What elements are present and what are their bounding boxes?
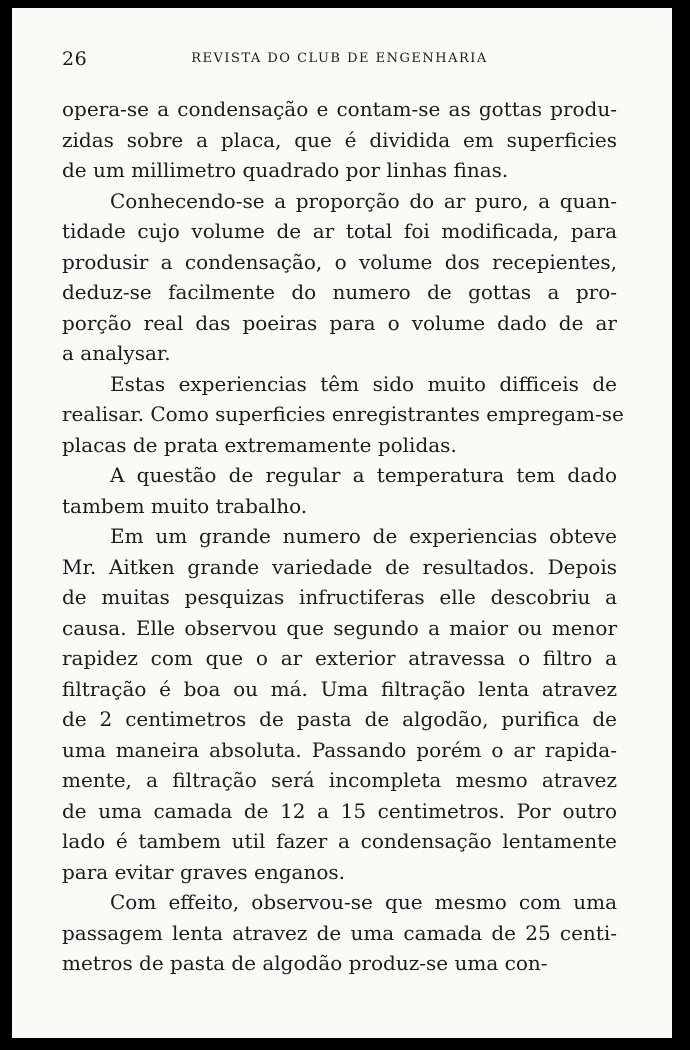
paragraph	[62, 887, 617, 979]
text-line: de muitas pesquizas infructiferas elle descobriu a	[62, 585, 617, 609]
text-line: rapidez com que o ar exterior atravessa o filtro a	[62, 646, 617, 670]
text-line: zidas sobre a placa, que é dividida em superficies	[62, 127, 617, 152]
text-line: opera-se a condensação e contam-se as gottas produ-	[62, 97, 617, 121]
text-line: tidade cujo volume de ar total foi modificada, para	[62, 219, 617, 243]
text-line: Estas experiencias têm sido muito difficeis de	[110, 371, 617, 396]
text-line: de um millimetro quadrado por linhas finas.	[62, 158, 509, 182]
text-line: produsir a condensação, o volume dos recepientes,	[62, 249, 617, 274]
text-line: realisar. Como superficies enregistrantes empregam-se	[62, 402, 624, 426]
text-line: Em um grande numero de experiencias obteve	[110, 524, 617, 548]
page-header	[62, 48, 617, 74]
book-page	[12, 8, 672, 1038]
text-line: causa. Elle observou que segundo a maior ou menor	[62, 615, 617, 640]
text-line: placas de prata extremamente polidas.	[62, 432, 457, 457]
paragraph	[62, 369, 624, 461]
paragraph	[62, 521, 617, 887]
text-line: de 2 centimetros de pasta de algodão, purifica de	[62, 707, 617, 731]
text-line: Com effeito, observou-se que mesmo com uma	[110, 890, 617, 914]
text-line: porção real das poeiras para o volume dado de ar	[62, 310, 617, 335]
text-line: para evitar graves enganos.	[62, 859, 346, 884]
text-line: Mr. Aitken grande variedade de resultados. Depois	[62, 554, 617, 579]
body-text	[62, 94, 624, 979]
paragraph	[62, 94, 617, 186]
text-line: metros de pasta de algodão produz-se uma con-	[62, 951, 548, 975]
text-line: A questão de regular a temperatura tem dado	[110, 463, 617, 487]
page-number: 26	[62, 48, 88, 70]
text-line: a analysar.	[62, 341, 171, 365]
text-line: de uma camada de 12 a 15 centimetros. Por outro	[62, 798, 617, 823]
text-line: lado é tambem util fazer a condensação lentamente	[62, 829, 617, 853]
paragraph	[62, 460, 617, 521]
text-line: Conhecendo-se a proporção do ar puro, a quan-	[110, 188, 617, 213]
paragraph	[62, 186, 617, 369]
text-line: filtração é boa ou má. Uma filtração lenta atravez	[62, 676, 617, 701]
running-head: REVISTA DO CLUB DE ENGENHARIA	[191, 51, 488, 66]
text-line: deduz-se facilmente do numero de gottas a pro-	[62, 280, 617, 304]
text-line: tambem muito trabalho.	[62, 493, 308, 518]
text-line: uma maneira absoluta. Passando porém o ar rapida-	[62, 737, 617, 762]
text-line: passagem lenta atravez de uma camada de 25 centi-	[62, 920, 617, 945]
text-line: mente, a filtração será incompleta mesmo atravez	[62, 768, 617, 792]
